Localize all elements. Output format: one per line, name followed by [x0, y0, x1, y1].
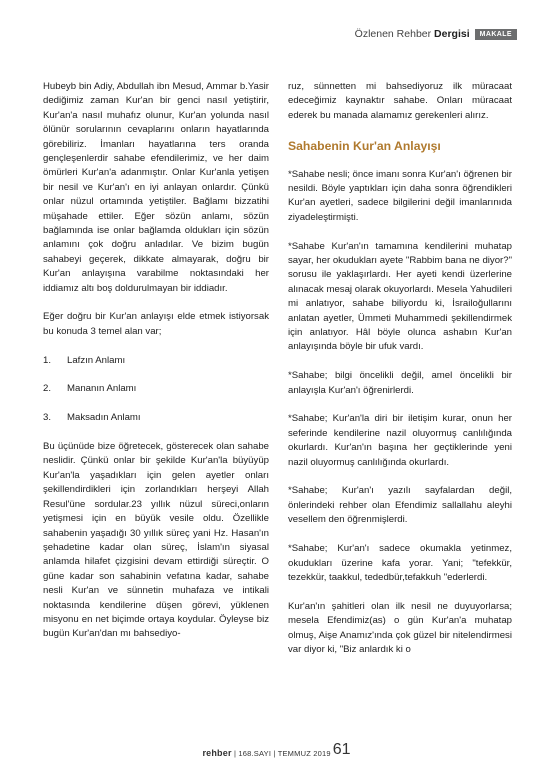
paragraph: *Sahabe; Kur'an'ı sadece okumakla yetinmez, okudukları üzerine kafa yorar. Yani; "tefekkür, tezekkür, taakkul, tededbür,tefakkuh "ederlerdi. — [288, 543, 512, 583]
paragraph: *Sahabe; bilgi öncelikli değil, amel öncelikli bir anlayışla Kur'an'ı öğrenirlerdi. — [288, 370, 512, 396]
paragraph: Hubeyb bin Adiy, Abdullah ibn Mesud, Ammar b.Yasir dediğimiz zaman Kur'an bir genci nasıl yetiştirir, Kur'an'a nasıl muhafız olunur, Kur'an yolunda nasıl ölünür sorularının cevaplarını onların hayatlarında görebiliriz. İmanları hayatlarına ters oranda gençleşenlerdir sahabe efendilerimiz, ve her daim ömürleri Kur'an'a adanmıştır. Onlar Kur'anla yetişen bir nesil ve Kur'an'ı en iyi anlayan onlardır. Çünkü onlar nüzul ortamında yetiştiler. Bağlamı bizzatihi müşahade ettiler. Eğer sözün anlamı, sözün bağlamında ise onlar bağlamda oldukları için sözün anlamını çok doğru anladılar. Ve bizim bugün sahabeyi geçerek, dikkate almayarak, doğru bir Kur'an anlayışına varabilme noktasındaki her iddiamız altı boş doldurulmayan bir iddiadır. — [43, 81, 269, 294]
list-text: Lafzın Anlamı — [67, 354, 126, 366]
paragraph: *Sahabe; Kur'an'la diri bir iletişim kurar, onun her seferinde kendilerine nazil oluyormuş canlılığında okurlardı. Kur'an'ın başına her geçtiklerinde yeni nazil oluyormuş canlılığında okurlardı. — [288, 413, 512, 468]
section-tag: MAKALE — [475, 29, 517, 40]
page-number: 61 — [332, 741, 351, 758]
paragraph: ruz, sünnetten mi bahsediyoruz ilk müracaat edeceğimiz kaynaktır sahabe. Onları müracaat ederek bu manada alamamız gerekenleri alırız. — [288, 81, 512, 121]
numbered-list — [43, 354, 269, 426]
magazine-name-bold: Dergisi — [434, 28, 470, 40]
page-footer — [0, 742, 553, 758]
page-header — [355, 26, 517, 42]
list-number: 3. — [43, 412, 52, 424]
footer-brand: rehber — [202, 748, 232, 758]
paragraph: *Sahabe; Kur'an'ı yazılı sayfalardan değil, önlerindeki rehber olan Efendimiz sallallahu aleyhi vesellem den öğrenmişlerdi. — [288, 485, 512, 526]
footer-date: TEMMUZ 2019 — [277, 749, 331, 758]
magazine-name — [355, 28, 470, 40]
list-text: Maksadın Anlamı — [67, 412, 141, 424]
list-item — [43, 354, 269, 368]
list-item — [43, 411, 269, 425]
footer-issue: 168.SAYI — [238, 749, 272, 758]
paragraph: Eğer doğru bir Kur'an anlayışı elde etmek istiyorsak bu konuda 3 temel alan var; — [43, 311, 269, 337]
list-item — [43, 382, 269, 396]
list-text: Mananın Anlamı — [67, 383, 137, 395]
list-number: 2. — [43, 383, 52, 395]
paragraph: *Sahabe nesli; önce imanı sonra Kur'an'ı öğrenen bir nesildi. Böyle yaptıkları için daha sonra öğrendikleri Kur'an ayetleri, sadece bilgilerini değil imanlarınıda ziyadeleştirmişti. — [288, 168, 512, 223]
right-column — [288, 80, 512, 672]
footer-info: rehber | 168.SAYI | TEMMUZ 2019 — [202, 748, 331, 758]
magazine-name-prefix: Özlenen Rehber — [354, 28, 432, 40]
list-number: 1. — [43, 354, 52, 366]
section-heading: Sahabenin Kur'an Anlayışı — [288, 138, 441, 153]
left-column — [43, 80, 269, 656]
paragraph: *Sahabe Kur'an'ın tamamına kendilerini muhatap sayar, her okudukları ayete "Rabbim bana ne diyor?" sorusu ile yaklaşırlardı. Her ayeti kendi üzerlerine alınacak mesaj olarak okuyorlardı. Mesela Yahudileri mi anlatıyor, sahabe biliyordu ki, İsrailoğullarını anlatan ayetler, Ümmeti Muhammedi şekillendirmek için anlatıyor. Hâl böyle olunca ashabın Kur'an anlayışında böyle bir ufuk vardı. — [288, 240, 512, 353]
paragraph: Bu üçünüde bize öğretecek, gösterecek olan sahabe neslidir. Çünkü onlar bir şekilde Kur'an'la büyüyüp Kur'an'la yaşadıkları için gelen ayetler onları şekillendirdikleri için zorlandıkları herşeyi Allah Resul'üne sordular.23 yıllık nüzul süreci,onların yetişmesi için en büyük vesile oldu. Özellikle sahabenin yaşadığı 30 yıllık süreç yani Hz. Hasan'ın şehadetine kadar olan süreç, İslam'ın siyasal anlamda hilafet çizgisini devam ettirdiği süreçtir. O güne kadar son sahabinin vefatına kadar, sahabe nesli Kur'an ve sünnetin muhafaza ve intikali noktasında kendilerine düşen görevi, yüklenen misyonu en net biçimde ortaya koydular. Öyleyse biz bugün Kur'an'dan mı bahsediyo- — [43, 441, 269, 640]
paragraph: Kur'an'ın şahitleri olan ilk nesil ne duyuyorlarsa; mesela Efendimiz(as) o gün Kur'an'a muhatap olmuş, Aişe Anamız'ında çok güzel bir nitelendirmesi var diyor ki, "Biz anlardık ki o — [288, 600, 512, 655]
